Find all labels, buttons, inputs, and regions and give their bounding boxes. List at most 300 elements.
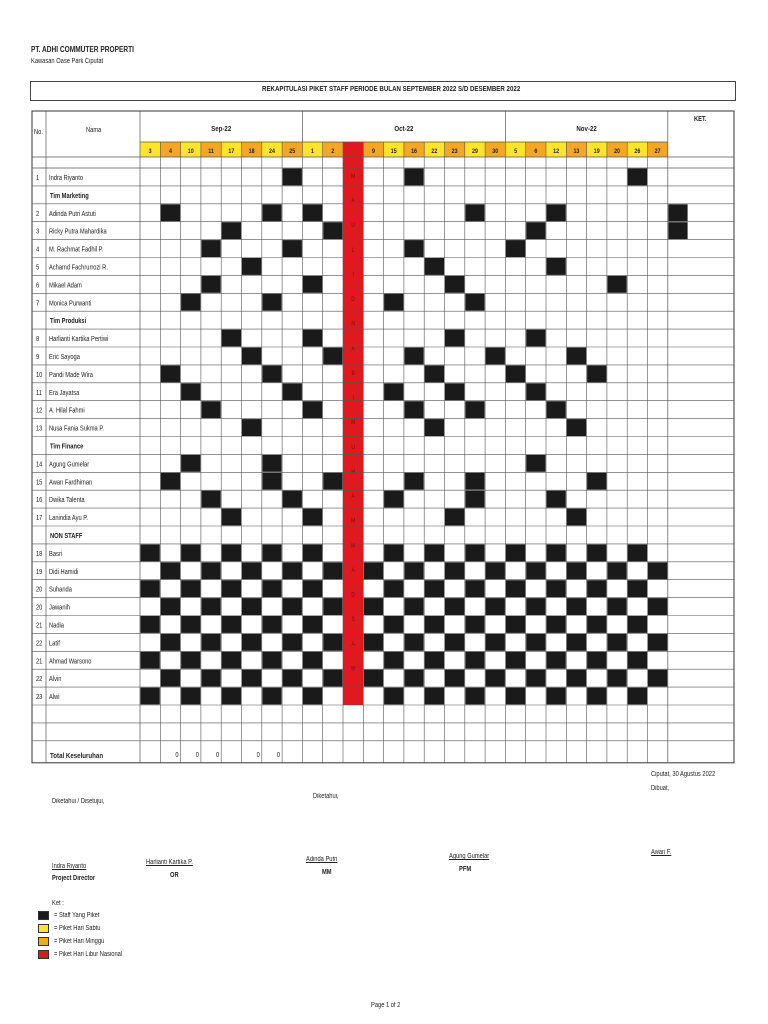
duty-cell xyxy=(283,491,302,508)
duty-cell xyxy=(547,401,566,418)
duty-cell xyxy=(648,670,667,687)
staff-name: Dwika Talenta xyxy=(49,496,85,505)
staff-name: Jawanih xyxy=(49,604,71,612)
duty-cell xyxy=(547,616,566,633)
row-number: 15 xyxy=(36,478,43,487)
page-number: Page 1 of 2 xyxy=(371,1002,401,1009)
duty-cell xyxy=(465,652,484,669)
duty-cell xyxy=(404,473,423,490)
duty-cell xyxy=(526,455,545,472)
total-value: 0 xyxy=(195,751,199,759)
header-ket: KET. xyxy=(694,115,707,124)
duty-cell xyxy=(323,473,342,490)
duty-cell xyxy=(587,580,606,597)
row-number: 18 xyxy=(36,550,43,559)
duty-cell xyxy=(587,365,606,382)
duty-cell xyxy=(567,509,586,526)
staff-name: Agung Gumelar xyxy=(49,460,90,469)
duty-cell xyxy=(465,544,484,561)
duty-cell xyxy=(303,652,322,669)
holiday-letter: B xyxy=(351,370,355,378)
staff-name: Eric Sayoga xyxy=(49,353,80,362)
row-number: 22 xyxy=(36,675,43,684)
duty-cell xyxy=(222,688,241,705)
legend-label-sunday: = Piket Hari Minggu xyxy=(54,938,105,945)
duty-cell xyxy=(181,580,200,597)
place-date: Ciputat, 30 Agustus 2022 xyxy=(651,771,716,778)
duty-cell xyxy=(607,598,626,615)
holiday-letter: U xyxy=(351,444,355,451)
duty-cell xyxy=(161,634,180,651)
date-label: 25 xyxy=(289,148,296,156)
total-value: 0 xyxy=(175,751,179,759)
signer-name-5: Awan F. xyxy=(651,849,672,856)
total-value: 0 xyxy=(216,751,220,759)
date-label: 9 xyxy=(371,148,375,156)
duty-cell xyxy=(526,670,545,687)
duty-cell xyxy=(141,580,160,597)
signer-name-2: Harlianti Kartika P. xyxy=(146,859,193,866)
duty-cell xyxy=(262,544,281,561)
staff-name: Awan Fardhiman xyxy=(49,478,93,487)
holiday-letter: A xyxy=(351,493,355,501)
staff-name: Adinda Putri Astuti xyxy=(49,210,96,218)
date-label: 10 xyxy=(187,148,194,156)
date-label: 30 xyxy=(492,148,499,156)
duty-cell xyxy=(384,491,403,508)
row-number: 3 xyxy=(36,228,40,236)
date-label: 13 xyxy=(573,148,580,156)
duty-cell xyxy=(648,634,667,651)
holiday-letter: M xyxy=(351,542,356,550)
date-label: 2 xyxy=(331,148,335,156)
duty-cell xyxy=(262,688,281,705)
duty-cell xyxy=(242,670,261,687)
duty-cell xyxy=(303,688,322,705)
date-label: 16 xyxy=(411,148,418,156)
duty-cell xyxy=(222,222,241,239)
group-label: Tim Marketing xyxy=(50,192,89,201)
legend-swatch-duty xyxy=(38,911,49,920)
duty-cell xyxy=(628,169,647,186)
staff-name: Nadia xyxy=(49,622,64,630)
duty-cell xyxy=(262,580,281,597)
duty-cell xyxy=(303,509,322,526)
duty-cell xyxy=(323,562,342,579)
staff-name: Indra Riyanto xyxy=(49,174,84,183)
company-address: Kawasan Oase Park Ciputat xyxy=(31,58,104,65)
duty-cell xyxy=(303,580,322,597)
legend-swatch-sunday xyxy=(38,937,49,946)
duty-cell xyxy=(587,616,606,633)
duty-cell xyxy=(283,240,302,257)
duty-cell xyxy=(404,598,423,615)
duty-cell xyxy=(404,670,423,687)
duty-cell xyxy=(161,473,180,490)
duty-cell xyxy=(161,598,180,615)
duty-cell xyxy=(222,652,241,669)
legend-label-holiday: = Piket Hari Libur Nasional xyxy=(54,951,123,958)
duty-cell xyxy=(425,616,444,633)
duty-cell xyxy=(323,670,342,687)
duty-cell xyxy=(526,598,545,615)
holiday-letter: D xyxy=(351,296,355,304)
date-label: 24 xyxy=(268,148,275,156)
holiday-letter: A xyxy=(351,641,355,648)
duty-cell xyxy=(526,330,545,347)
duty-cell xyxy=(201,562,220,579)
date-label: 1 xyxy=(311,148,315,156)
duty-cell xyxy=(628,580,647,597)
duty-cell xyxy=(567,670,586,687)
duty-cell xyxy=(141,616,160,633)
duty-cell xyxy=(547,652,566,669)
signer-role-4: PFM xyxy=(459,866,472,873)
row-number: 8 xyxy=(36,335,40,344)
duty-cell xyxy=(526,634,545,651)
group-label: NON STAFF xyxy=(50,532,83,541)
row-number: 22 xyxy=(36,639,43,648)
duty-cell xyxy=(567,562,586,579)
duty-cell xyxy=(404,562,423,579)
duty-cell xyxy=(486,348,505,365)
duty-cell xyxy=(283,598,302,615)
duty-cell xyxy=(648,598,667,615)
date-label: 18 xyxy=(248,148,255,156)
duty-cell xyxy=(201,401,220,418)
duty-cell xyxy=(262,294,281,311)
holiday-letter: M xyxy=(351,419,356,427)
duty-cell xyxy=(283,670,302,687)
duty-cell xyxy=(181,652,200,669)
row-number: 23 xyxy=(36,693,43,702)
duty-cell xyxy=(486,670,505,687)
duty-cell xyxy=(201,670,220,687)
duty-cell xyxy=(567,598,586,615)
duty-cell xyxy=(506,652,525,669)
row-number: 7 xyxy=(36,299,40,308)
duty-cell xyxy=(506,240,525,257)
duty-cell xyxy=(222,544,241,561)
duty-cell xyxy=(364,598,383,615)
page-title: REKAPITULASI PIKET STAFF PERIODE BULAN SEPTEMBER 2022 S/D DESEMBER 2022 xyxy=(262,84,521,93)
duty-cell xyxy=(607,562,626,579)
duty-cell xyxy=(384,652,403,669)
date-label: 12 xyxy=(553,148,560,156)
duty-cell xyxy=(262,616,281,633)
duty-cell xyxy=(303,544,322,561)
holiday-letter: D xyxy=(351,592,355,599)
holiday-letter: A xyxy=(351,198,355,205)
holiday-letter: W xyxy=(350,666,356,673)
legend-label-duty: = Staff Yang Piket xyxy=(54,912,100,919)
duty-cell xyxy=(242,562,261,579)
holiday-letter: M xyxy=(351,173,356,181)
duty-cell xyxy=(303,276,322,293)
duty-cell xyxy=(526,562,545,579)
duty-cell xyxy=(262,204,281,221)
approved-label: Diketahui / Disetujui, xyxy=(52,798,105,805)
duty-cell xyxy=(303,616,322,633)
duty-cell xyxy=(404,634,423,651)
duty-cell xyxy=(425,580,444,597)
duty-cell xyxy=(404,240,423,257)
signer-role-3: MM xyxy=(322,869,332,876)
duty-cell xyxy=(181,294,200,311)
duty-cell xyxy=(628,616,647,633)
legend-swatch-holiday xyxy=(38,950,49,959)
duty-cell xyxy=(668,204,687,221)
duty-cell xyxy=(384,688,403,705)
holiday-letter: A xyxy=(351,567,355,575)
month-label: Nov-22 xyxy=(576,125,597,134)
duty-cell xyxy=(222,580,241,597)
duty-cell xyxy=(567,419,586,436)
date-label: 23 xyxy=(451,148,458,156)
date-label: 3 xyxy=(148,148,152,156)
staff-name: Ahmad Warsono xyxy=(49,657,92,666)
staff-name: Suhanda xyxy=(49,586,72,594)
date-label: 20 xyxy=(614,148,621,156)
signer-role-2: OR xyxy=(170,872,179,879)
row-number: 21 xyxy=(36,622,43,630)
header-no: No. xyxy=(34,128,43,137)
staff-name: Monica Purwanti xyxy=(49,299,92,308)
legend-title: Ket : xyxy=(52,900,64,907)
date-label: 6 xyxy=(534,148,538,156)
row-number: 11 xyxy=(36,389,42,397)
duty-cell xyxy=(242,258,261,275)
staff-name: Didi Hamidi xyxy=(49,568,79,576)
duty-cell xyxy=(384,383,403,400)
row-number: 20 xyxy=(36,604,43,612)
duty-cell xyxy=(607,670,626,687)
duty-cell xyxy=(283,562,302,579)
duty-cell xyxy=(486,634,505,651)
row-number: 2 xyxy=(36,210,40,218)
staff-name: Era Jayatsa xyxy=(49,389,80,397)
duty-cell xyxy=(526,383,545,400)
duty-cell xyxy=(465,491,484,508)
staff-name: Harlianti Kartika Pertiwi xyxy=(49,335,109,344)
duty-cell xyxy=(425,544,444,561)
row-number: 14 xyxy=(36,460,43,469)
total-value: 0 xyxy=(276,751,281,759)
duty-cell xyxy=(607,634,626,651)
duty-cell xyxy=(547,204,566,221)
staff-name: Basri xyxy=(49,550,63,559)
duty-cell xyxy=(445,330,464,347)
duty-cell xyxy=(465,473,484,490)
holiday-letter: M xyxy=(351,518,356,525)
legend-label-saturday: = Piket Hari Sabtu xyxy=(54,925,101,932)
company-name: PT. ADHI COMMUTER PROPERTI xyxy=(31,45,134,54)
duty-cell xyxy=(201,634,220,651)
row-number: 21 xyxy=(36,657,43,666)
duty-cell xyxy=(465,688,484,705)
duty-cell xyxy=(222,330,241,347)
duty-cell xyxy=(445,276,464,293)
duty-cell xyxy=(384,294,403,311)
duty-cell xyxy=(547,544,566,561)
total-label: Total Keseluruhan xyxy=(50,752,104,760)
staff-name: Nusa Fania Sukma P. xyxy=(49,425,105,433)
row-number: 17 xyxy=(36,514,43,523)
duty-cell xyxy=(262,365,281,382)
duty-cell xyxy=(404,169,423,186)
duty-cell xyxy=(384,616,403,633)
staff-name: Latif xyxy=(49,639,60,648)
duty-cell xyxy=(445,562,464,579)
row-number: 12 xyxy=(36,407,43,415)
signer-name-4: Agung Gumelar xyxy=(449,853,490,860)
duty-cell xyxy=(181,616,200,633)
duty-cell xyxy=(364,634,383,651)
row-number: 4 xyxy=(36,246,40,254)
holiday-letter: S xyxy=(351,616,355,624)
duty-cell xyxy=(181,544,200,561)
duty-cell xyxy=(161,670,180,687)
header-nama: Nama xyxy=(86,126,102,135)
duty-cell xyxy=(283,169,302,186)
date-label: 15 xyxy=(390,148,397,156)
staff-name: Alvin xyxy=(49,675,62,684)
holiday-letter: I xyxy=(352,395,354,402)
duty-cell xyxy=(445,634,464,651)
date-label: 4 xyxy=(168,148,172,156)
date-label: 27 xyxy=(654,148,661,156)
duty-cell xyxy=(445,670,464,687)
duty-cell xyxy=(323,598,342,615)
row-number: 20 xyxy=(36,586,43,594)
month-label: Oct-22 xyxy=(394,125,414,134)
duty-cell xyxy=(141,652,160,669)
duty-cell xyxy=(587,652,606,669)
duty-cell xyxy=(242,348,261,365)
duty-cell xyxy=(628,652,647,669)
dibuat-label: Dibuat, xyxy=(651,785,670,792)
duty-cell xyxy=(628,544,647,561)
row-number: 5 xyxy=(36,264,40,272)
row-number: 19 xyxy=(36,568,43,576)
duty-cell xyxy=(445,509,464,526)
row-number: 6 xyxy=(36,281,40,290)
duty-cell xyxy=(567,634,586,651)
duty-cell xyxy=(404,348,423,365)
duty-cell xyxy=(404,401,423,418)
duty-cell xyxy=(181,688,200,705)
date-label: 22 xyxy=(431,148,438,156)
month-label: Sep-22 xyxy=(211,125,232,134)
row-number: 10 xyxy=(36,371,43,380)
staff-name: Pandi Made Wira xyxy=(49,371,93,380)
duty-cell xyxy=(201,240,220,257)
holiday-letter: U xyxy=(351,222,355,230)
duty-cell xyxy=(567,348,586,365)
duty-cell xyxy=(587,473,606,490)
holiday-letter: H xyxy=(351,469,355,476)
duty-cell xyxy=(262,652,281,669)
duty-cell xyxy=(222,616,241,633)
legend-swatch-saturday xyxy=(38,924,49,933)
duty-cell xyxy=(465,204,484,221)
duty-cell xyxy=(242,598,261,615)
duty-cell xyxy=(242,634,261,651)
holiday-letter: A xyxy=(351,345,355,353)
duty-cell xyxy=(201,598,220,615)
holiday-letter: N xyxy=(351,321,355,328)
signer-name-1: Indra Riyanto xyxy=(52,863,87,870)
signer-name-3: Adinda Putri xyxy=(306,856,338,863)
staff-name: Achamd Fachrurrozi R. xyxy=(49,264,108,272)
total-value: 0 xyxy=(256,751,260,759)
duty-cell xyxy=(445,383,464,400)
duty-cell xyxy=(425,652,444,669)
date-label: 19 xyxy=(593,148,600,156)
duty-cell xyxy=(364,562,383,579)
duty-cell xyxy=(486,562,505,579)
staff-name: A. Hilal Fahmi xyxy=(49,407,85,415)
duty-cell xyxy=(547,688,566,705)
duty-cell xyxy=(547,258,566,275)
duty-cell xyxy=(526,222,545,239)
group-label: Tim Finance xyxy=(50,443,84,451)
known-label: Diketahui, xyxy=(313,793,339,800)
date-label: 5 xyxy=(514,148,518,156)
duty-cell xyxy=(384,580,403,597)
duty-cell xyxy=(141,544,160,561)
duty-cell xyxy=(506,365,525,382)
duty-cell xyxy=(384,544,403,561)
duty-cell xyxy=(506,688,525,705)
duty-cell xyxy=(323,222,342,239)
duty-cell xyxy=(161,365,180,382)
staff-name: Ricky Putra Mahardika xyxy=(49,228,107,236)
duty-cell xyxy=(303,330,322,347)
duty-cell xyxy=(465,294,484,311)
duty-cell xyxy=(668,222,687,239)
duty-cell xyxy=(465,616,484,633)
duty-cell xyxy=(262,473,281,490)
duty-cell xyxy=(547,491,566,508)
staff-name: Lanindia Ayu P. xyxy=(49,514,88,523)
duty-cell xyxy=(242,419,261,436)
duty-cell xyxy=(181,455,200,472)
date-label: 11 xyxy=(208,148,214,156)
duty-cell xyxy=(506,616,525,633)
duty-cell xyxy=(445,598,464,615)
duty-cell xyxy=(628,688,647,705)
date-label: 17 xyxy=(228,148,235,156)
row-number: 16 xyxy=(36,496,43,505)
group-label: Tim Produksi xyxy=(50,317,87,326)
duty-cell xyxy=(607,276,626,293)
row-number: 13 xyxy=(36,425,43,433)
staff-name: M. Rachmat Fadhil P. xyxy=(49,246,104,254)
duty-cell xyxy=(201,276,220,293)
duty-cell xyxy=(201,491,220,508)
staff-name: Mikael Adam xyxy=(49,281,82,290)
duty-cell xyxy=(303,204,322,221)
duty-cell xyxy=(587,544,606,561)
duty-cell xyxy=(465,580,484,597)
date-label: 26 xyxy=(634,148,641,156)
duty-cell xyxy=(303,401,322,418)
duty-cell xyxy=(161,562,180,579)
duty-cell xyxy=(425,365,444,382)
holiday-letter: L xyxy=(351,247,355,255)
duty-cell xyxy=(283,383,302,400)
